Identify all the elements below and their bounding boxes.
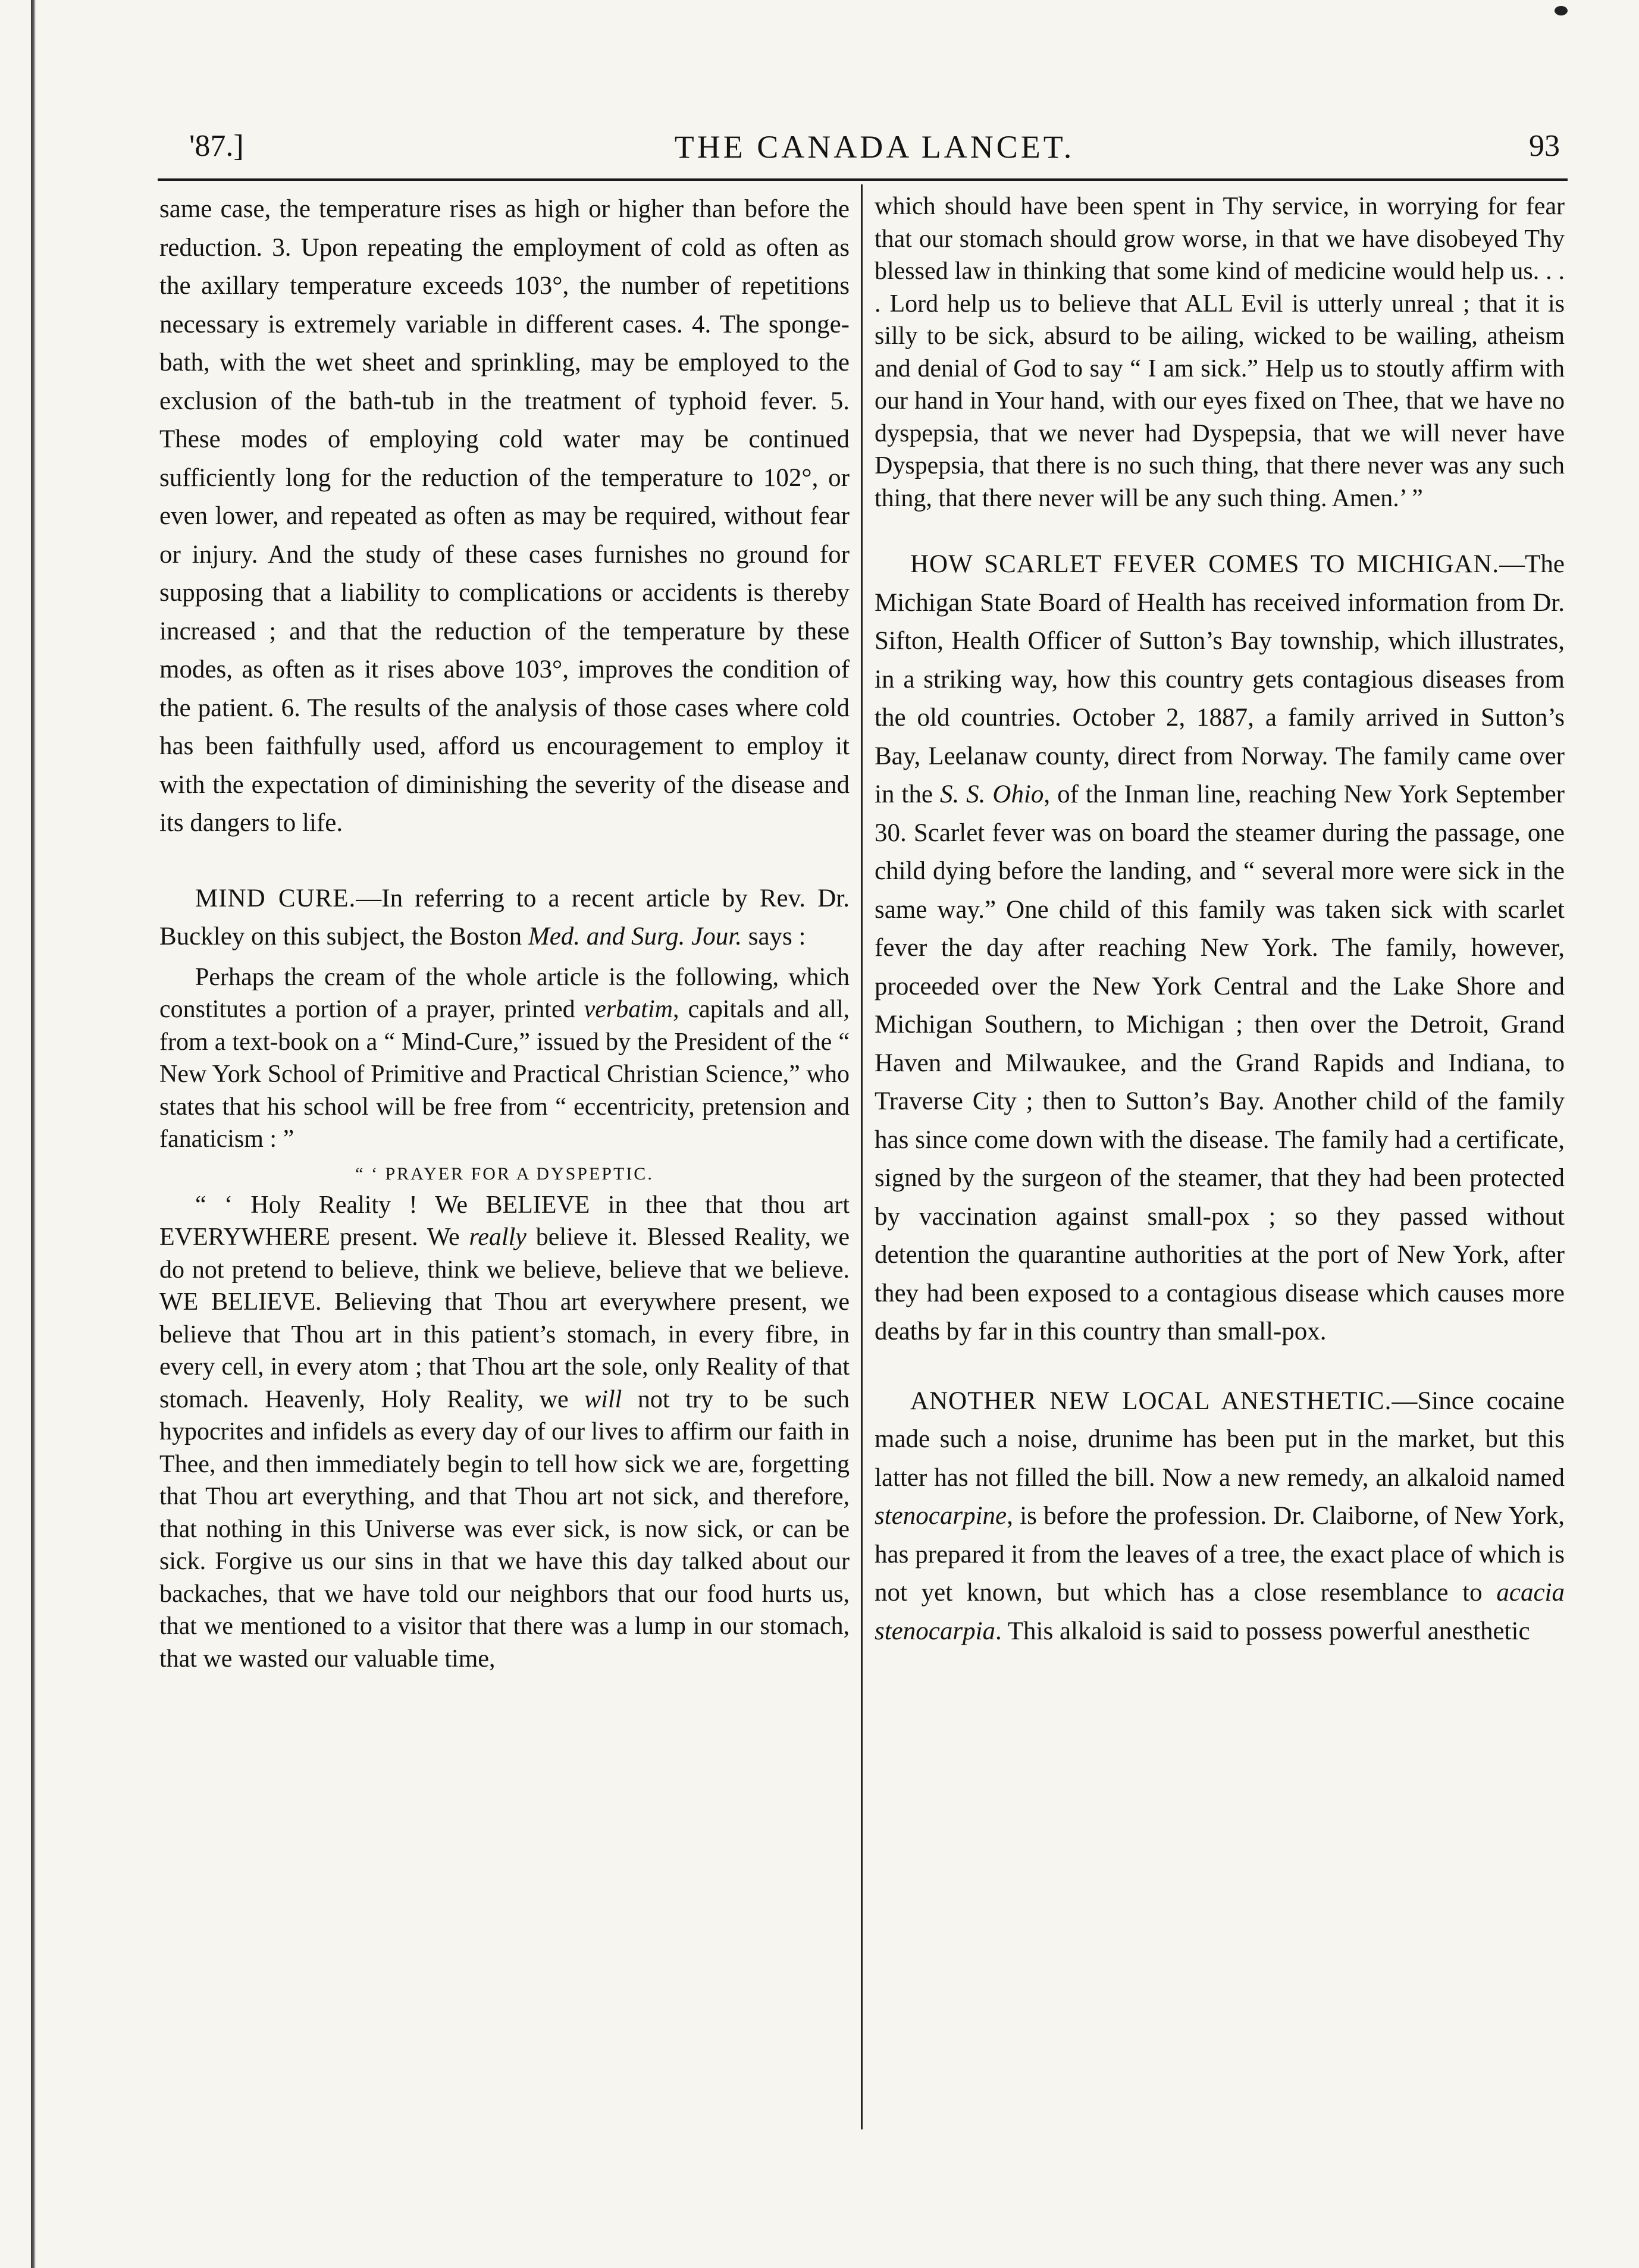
prayer-intro: Perhaps the cream of the whole article is the following, which constitutes a portion of a prayer, printed verbatim, capitals and all, from a text-book on a “ Mind-Cure,” issued by the President of the “ New York School of Primitive and Practical Christian Science,” who states that his school will be free from “ eccentricity, pretension and fanaticism : ”: [159, 963, 850, 1153]
running-header: [189, 123, 1560, 170]
ship-name: S. S. Ohio: [939, 780, 1044, 808]
prayer-continuation: which should have been spent in Thy service, in worrying for fear that our stomach should grow worse, in that we have disobeyed Thy blessed law in thinking that some kind of medicine would help us. . . . Lord help us to believe that ALL Evil is utterly unreal ; that it is silly to be sick, absurd to be ailing, wicked to be wailing, atheism and denial of God to say “ I am sick.” Help us to stoutly affirm with our hand in Your hand, with our eyes fixed on Thee, that we have no dyspepsia, that we never had Dyspepsia, that we will never have Dyspepsia, that there is no such thing, that there never was any such thing, that there never will be any such thing. Amen.’ ”: [875, 193, 1565, 512]
journal-name: Med. and Surg. Jour.: [528, 923, 742, 951]
journal-title: THE CANADA LANCET.: [674, 129, 1075, 165]
header-rule: [158, 178, 1568, 181]
prayer-title: “ ‘ PRAYER FOR A DYSPEPTIC.: [355, 1163, 654, 1184]
right-column: [875, 190, 1565, 1651]
page-number: 93: [1529, 129, 1560, 163]
anesthetic-article: ANOTHER NEW LOCAL ANESTHETIC.—Since cocaine made such a noise, drunime has been put in the market, but this latter has not filled the bill. Now a new remedy, an alkaloid named stenocarpine, is before the profession. Dr. Claiborne, of New York, has prepared it from the leaves of a tree, the exact place of which is not yet known, but which has a close resemblance to acacia stenocarpia. This alkaloid is said to possess powerful anesthetic: [875, 1386, 1565, 1645]
binding-edge: [31, 0, 36, 2268]
anesthetic-heading: ANOTHER NEW LOCAL ANESTHETIC.: [910, 1386, 1392, 1415]
prayer-text: “ ‘ Holy Reality ! We BELIEVE in thee that thou art EVERYWHERE present. We really believe it. Blessed Reality, we do not pretend to believe, think we believe, believe that we believe. WE BELIEVE. Believing that Thou art everywhere present, we believe that Thou art in this patient’s stomach, in every fibre, in every cell, in every atom ; that Thou art the sole, only Reality of that stomach. Heavenly, Holy Reality, we will not try to be such hypocrites and infidels as every day of our lives to affirm our faith in Thee, and then immediately begin to tell how sick we are, forgetting that Thou art everything, and that Thou art not sick, and therefore, that nothing in this Universe was ever sick, is now sick, or can be sick. Forgive us our sins in that we have this day talked about our backaches, that we have told our neighbors that our food hurts us, that we mentioned to a visitor that there was a lump in our stomach, that we wasted our valuable time,: [159, 1191, 850, 1673]
left-column: [159, 190, 850, 1675]
mind-cure-heading: MIND CURE.: [195, 884, 356, 912]
column-divider: [861, 184, 863, 2129]
scarlet-fever-article: HOW SCARLET FEVER COMES TO MICHIGAN.—The Michigan State Board of Health has received information from Dr. Sifton, Health Officer of Sutton’s Bay township, which illustrates, in a striking way, how this country gets contagious diseases from the old countries. October 2, 1887, a family arrived in Sutton’s Bay, Leelanaw county, direct from Norway. The family came over in the S. S. Ohio, of the Inman line, reaching New York September 30. Scarlet fever was on board the steamer during the passage, one child dying before the landing, and “ several more were sick in the same way.” One child of this family was taken sick with scarlet fever the day after reaching New York. The family, however, proceeded over the New York Central and the Lake Shore and Michigan Southern, to Michigan ; then over the Detroit, Grand Haven and Milwaukee, and the Grand Rapids and Indiana, to Traverse City ; then to Sutton’s Bay. Another child of the family has since come down with the disease. The family had a certificate, signed by the surgeon of the steamer, that they had been protected by vaccination against small-pox ; so they passed without detention the quarantine authorities at the port of New York, after they had been exposed to a contagious disease which causes more deaths by far in this country than small-pox.: [875, 550, 1565, 1345]
scarlet-fever-heading: HOW SCARLET FEVER COMES TO MICHIGAN.: [910, 550, 1500, 578]
alkaloid-name: stenocarpine: [875, 1502, 1007, 1530]
tree-name: acacia stenocarpia: [875, 1579, 1565, 1645]
mind-cure-intro: MIND CURE.—In referring to a recent article by Rev. Dr. Buckley on this subject, the Boston Med. and Surg. Jour. says :: [159, 884, 850, 951]
ink-mark: [1555, 6, 1568, 15]
header-year: '87.]: [189, 129, 244, 163]
typhoid-paragraph: same case, the temperature rises as high or higher than before the reduction. 3. Upon repeating the employment of cold as often as the axillary temperature exceeds 103°, the number of repetitions necessary is extremely variable in different cases. 4. The sponge-bath, with the wet sheet and sprinkling, may be employed to the exclusion of the bath-tub in the treatment of typhoid fever. 5. These modes of employing cold water may be continued sufficiently long for the reduction of the temperature to 102°, or even lower, and repeated as often as may be required, without fear or injury. And the study of these cases furnishes no ground for supposing that a liability to complications or accidents is thereby increased ; and that the reduction of the temperature by these modes, as often as it rises above 103°, improves the condition of the patient. 6. The results of the analysis of those cases where cold has been faithfully used, afford us encouragement to employ it with the expectation of diminishing the severity of the disease and its dangers to life.: [159, 195, 850, 837]
